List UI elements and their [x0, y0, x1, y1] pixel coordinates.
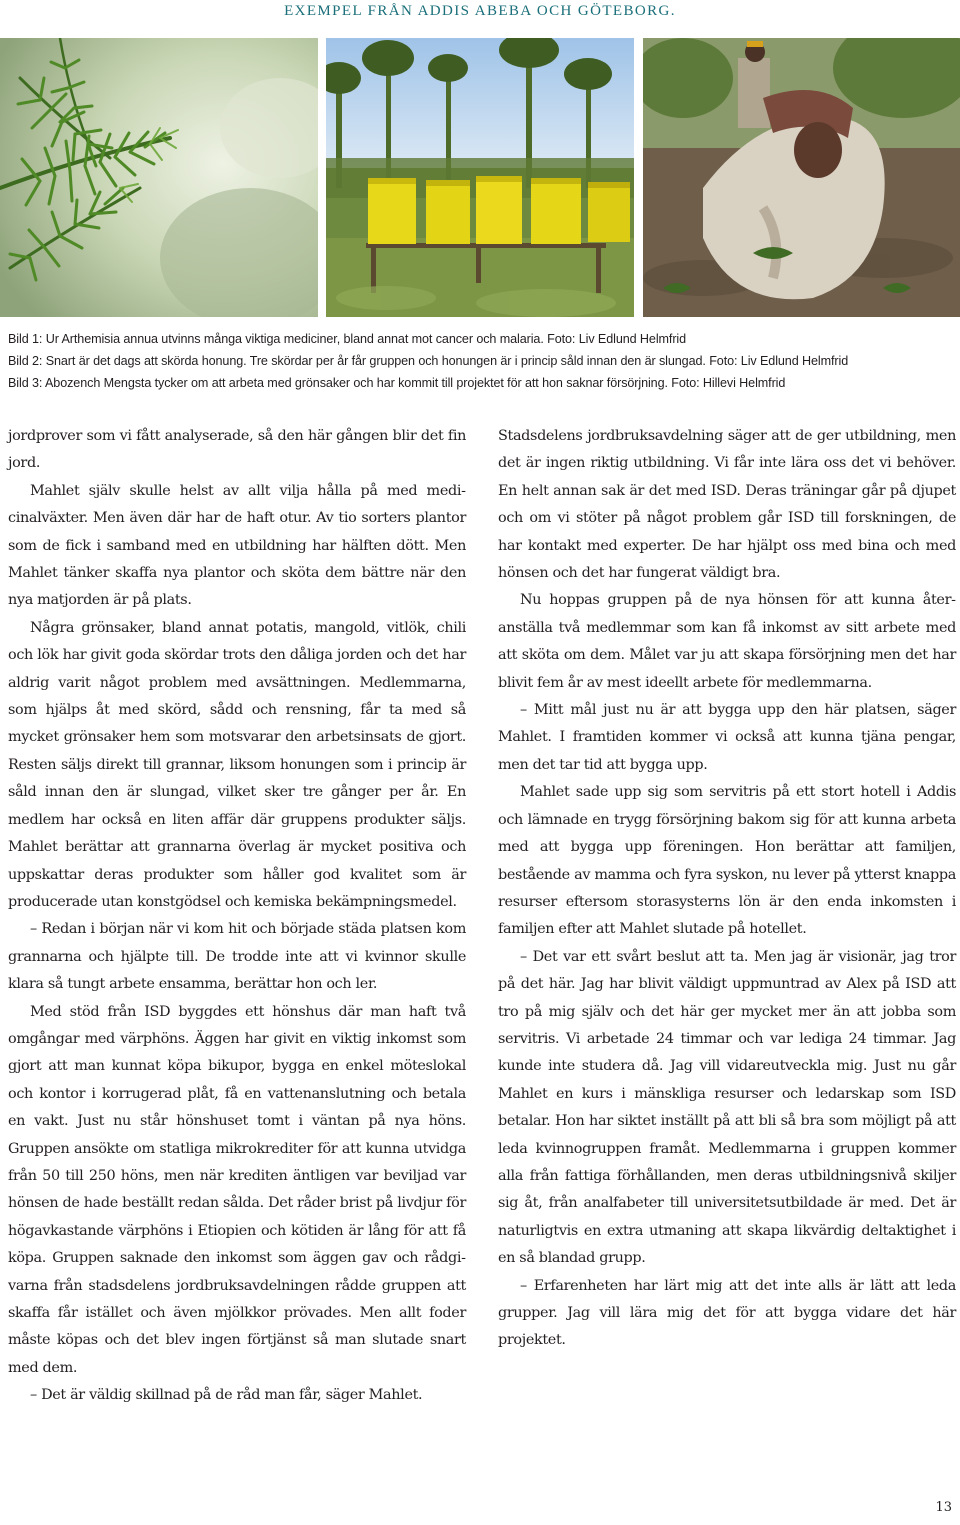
caption-text: Bild 1: Ur Arthemisia annua utvinns många viktiga mediciner, bland annat mot cancer och malaria. — [8, 332, 548, 346]
paragraph: – Det var ett svårt beslut att ta. Men jag är visionär, jag tror på det här. Jag har blivit väldigt uppmuntrad av Alex på ISD att tro på mig själv och det här ger mycket mer än att jobba som servitris. Vi arbetade 24 timmar och var lediga 24 timmar. Jag kunde inte studera då. Jag vill vidareutveckla mig. Just nu går Mahlet en kurs i mänskliga resurser och ledarskap som ISD betalar. Hon har siktet inställt på att bli så bra som möjligt på att leda kvinnogruppen framåt. Medlemmarna i gruppen kommer alla från fattiga förhållanden, men deras utbildningsnivå skiljer sig åt, från analfabeter till universitetsutbildade är med. Det är naturligtvis en extra utmaning att skapa likvärdig deltaktighet i en så blandad grupp. — [498, 948, 956, 1267]
paragraph: Mahlet sade upp sig som servitris på ett stort hotell i Addis och lämnade en trygg försörjning bakom sig för att kunna arbeta med att bygga upp föreningen. Hon berättar att familjen, bestående av mamma och fyra syskon, nu lever på ytterst knappa resurser eftersom storasysterns lön är den enda inkomsten i familjen efter att Mahlet slutade på hotellet. — [498, 784, 956, 938]
paragraph: – Det är väldig skillnad på de råd man får, säger Mahlet. — [30, 1387, 423, 1404]
paragraph: – Redan i början när vi kom hit och började städa platsen kom grannarna och hjälpte till. De trodde inte att vi kvinnor skulle klara så tungt arbete ensamma, berättar hon och ler. — [8, 921, 466, 993]
photo-artemisia — [0, 38, 318, 317]
caption-text: Bild 2: Snart är det dags att skörda honung. Tre skördar per år får gruppen och honungen är i princip såld innan den är slungad. — [8, 354, 710, 368]
caption-credit: Foto: Liv Edlund Helmfrid — [709, 354, 849, 368]
caption-1 — [8, 328, 956, 350]
article-column-left — [8, 423, 466, 1410]
caption-credit: Foto: Hillevi Helmfrid — [671, 376, 786, 390]
caption-credit: Foto: Liv Edlund Helmfrid — [547, 332, 687, 346]
caption-text: Bild 3: Abozench Mengsta tycker om att arbeta med grönsaker och har kommit till projektet för att hon saknar försörjning. — [8, 376, 672, 390]
artemisia-image — [0, 38, 318, 317]
caption-3 — [8, 372, 956, 394]
gardening-image — [643, 38, 960, 317]
photo-captions — [8, 328, 956, 394]
paragraph: Med stöd från ISD byggdes ett hönshus där man haft två omgångar med värphöns. Äggen har givit en viktig inkomst som gjort att man kunnat köpa bikupor, bygga en enkel möteslokal och kontor i korrugerad plåt, få en vattenanslutning och betala en vakt. Just nu står hönshuset tomt i väntan på nya höns. Gruppen ansökte om statliga mikrokrediter för att kunna utvidga från 50 till 250 höns, men när krediten äntligen var beviljad var hönsen de hade beställt redan sålda. Det råder brist på livdjur för högavkastande värphöns i Etiopien och kötiden är lång för att få köpa. Gruppen saknade den inkomst som äggen gav och rådgivarna från stadsdelens jordbruksavdelningen rådde gruppen att skaffa får istället och även mjölkkor prövades. Men allt foder måste köpas och det blev ingen förtjänst så man slutade snart med dem. — [8, 1003, 466, 1376]
paragraph: jordprover som vi fått analyserade, så den här gången blir det fin jord. — [8, 428, 466, 472]
photo-beehives — [326, 38, 634, 317]
paragraph: Några grönsaker, bland annat potatis, mangold, vitlök, chili och lök har givit goda skördar trots den dåliga jorden och det har aldrig varit något problem med avsättningen. Medlemmarna, som hjälps åt med skörd, sådd och rensning, får ta med så mycket grönsaker hem som motsvarar den arbetsinsats de gjort. Resten säljs direkt till grannar, liksom honungen som i princip är såld innan den är slungad, vilket sker tre gånger per år. En medlem har också en liten affär där gruppens produkter säljs. Mahlet berättar att grannarna överlag är mycket positiva och uppskattar deras produkter som håller god kvalitet som är producerade utan konstgödsel och kemiska bekämpningsmedel. — [8, 619, 466, 910]
paragraph: – Mitt mål just nu är att bygga upp den här platsen, säger Mahlet. I framtiden kommer vi också att kunna tjäna pengar, men det tar tid att bygga upp. — [498, 702, 956, 773]
article-column-right — [498, 423, 956, 1355]
page-number: 13 — [935, 1500, 952, 1515]
paragraph: Mahlet själv skulle helst av allt vilja hålla på med medicinalväxter. Men även där har de haft otur. Av tio sorters plantor som de fick i samband med en utbildning har hälften dött. Men Mahlet tänker skaffa nya plantor och sköta dem bättre när den nya matjorden är på plats. — [8, 482, 466, 609]
photo-woman-gardening — [643, 38, 960, 317]
paragraph: – Erfarenheten har lärt mig att det inte alls är lätt att leda grupper. Jag vill lära mig det för att bygga vidare det här projektet. — [498, 1277, 956, 1349]
paragraph: Nu hoppas gruppen på de nya hönsen för att kunna återanställa två medlemmar som kan få inkomst av sitt arbete med att sköta om dem. Målet var ju att skapa försörjning men det har blivit fem år av mest ideellt arbete för medlemmarna. — [498, 592, 956, 691]
running-header: EXEMPEL FRÅN ADDIS ABEBA OCH GÖTEBORG. — [284, 3, 676, 19]
caption-2 — [8, 350, 956, 372]
beehives-image — [326, 38, 634, 317]
paragraph: Stadsdelens jordbruksavdelning säger att de ger utbildning, men det är ingen riktig utbildning. Vi får inte lära oss det vi behöver. En helt annan sak är det med ISD. Deras träningar går på djupet och om vi stöter på något problem går ISD till forskningen, de har kontakt med experter. De har hjälpt oss med bina och med hönsen och det har fungerat väldigt bra. — [498, 428, 956, 582]
